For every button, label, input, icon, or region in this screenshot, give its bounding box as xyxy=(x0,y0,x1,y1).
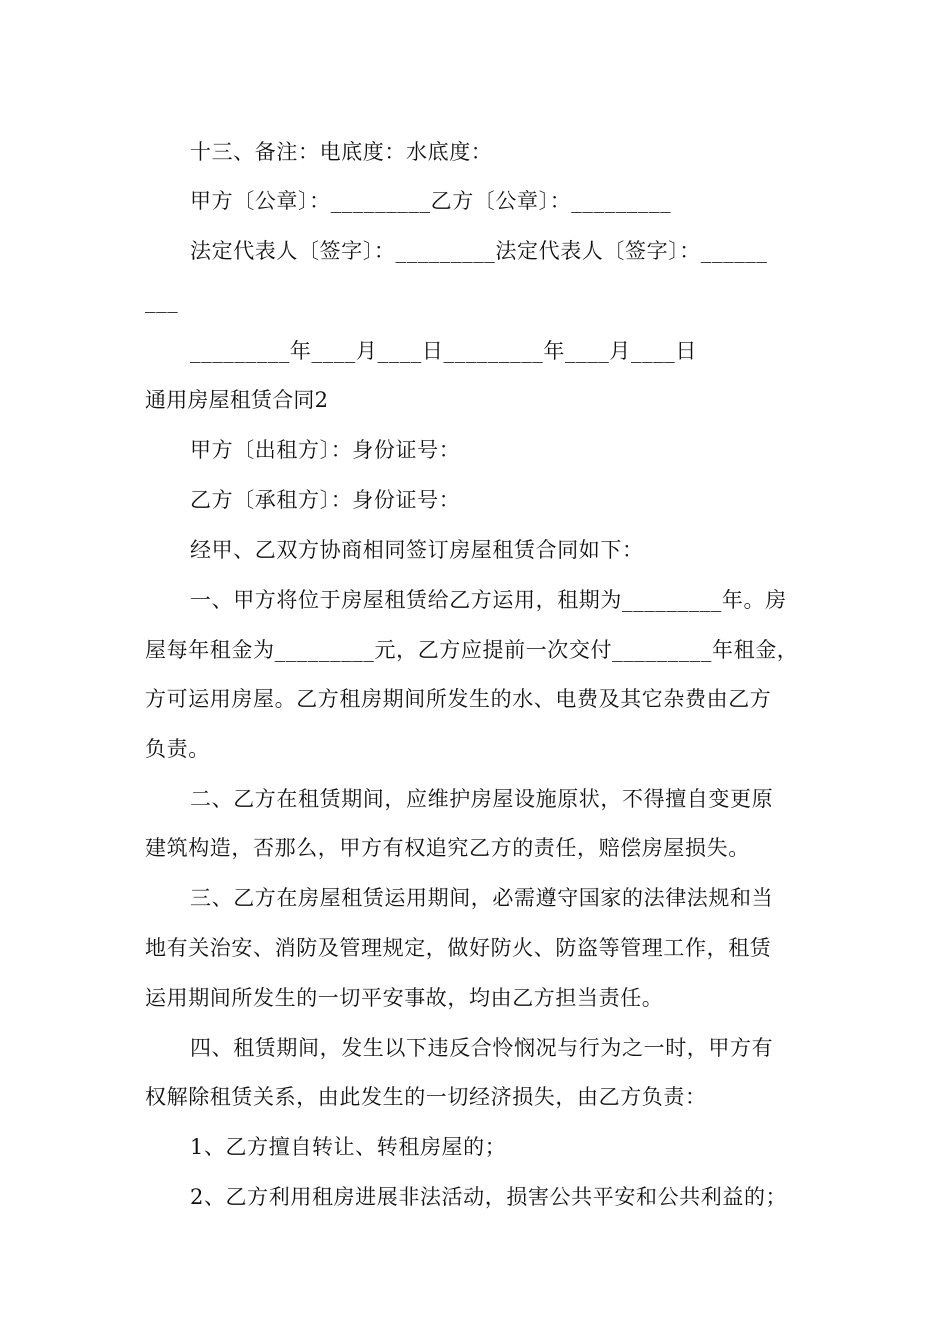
date-line: _________年____月____日_________年____月____日 xyxy=(190,339,697,363)
clause-4-item-2: 2、乙方利用租房进展非法活动，损害公共平安和公共利益的； xyxy=(190,1185,788,1209)
intro-line: 经甲、乙双方协商相同签订房屋租赁合同如下： xyxy=(190,538,644,562)
seal-line: 甲方〔公章〕：_________乙方〔公章〕：_________ xyxy=(190,189,672,213)
clause-2-line-2: 建筑构造，否那么，甲方有权追究乙方的责任，赔偿房屋损失。 xyxy=(145,836,750,860)
clause-1-line-1: 一、甲方将位于房屋租赁给乙方运用，租期为_________年。房 xyxy=(190,588,787,612)
signature-line: 法定代表人〔签字〕：_________法定代表人〔签字〕：______ xyxy=(190,239,768,263)
clause-4-line-1: 四、租赁期间，发生以下违反合怜悯况与行为之一时，甲方有 xyxy=(190,1036,774,1060)
party-b-line: 乙方〔承租方〕：身份证号： xyxy=(190,488,461,512)
signature-line-continued: ___ xyxy=(145,289,179,313)
clause-4-item-1: 1、乙方擅自转让、转租房屋的； xyxy=(190,1135,507,1159)
clause-3-line-3: 运用期间所发生的一切平安事故，均由乙方担当责任。 xyxy=(145,986,664,1010)
clause-1-line-3: 方可运用房屋。乙方租房期间所发生的水、电费及其它杂费由乙方 xyxy=(145,687,772,711)
party-a-line: 甲方〔出租方〕：身份证号： xyxy=(190,438,461,462)
clause-4-line-2: 权解除租赁关系，由此发生的一切经济损失，由乙方负责： xyxy=(145,1085,707,1109)
clause-1-line-4: 负责。 xyxy=(145,737,210,761)
clause-2-line-1: 二、乙方在租赁期间，应维护房屋设施原状，不得擅自变更原 xyxy=(190,787,774,811)
clause-3-line-1: 三、乙方在房屋租赁运用期间，必需遵守国家的法律法规和当 xyxy=(190,886,774,910)
clause-3-line-2: 地有关治安、消防及管理规定，做好防火、防盗等管理工作，租赁 xyxy=(145,936,772,960)
contract-title: 通用房屋租赁合同2 xyxy=(145,388,329,412)
clause-1-line-2: 屋每年租金为_________元，乙方应提前一次交付_________年租金， xyxy=(145,638,799,662)
remarks-line: 十三、备注：电底度：水底度： xyxy=(190,140,493,164)
